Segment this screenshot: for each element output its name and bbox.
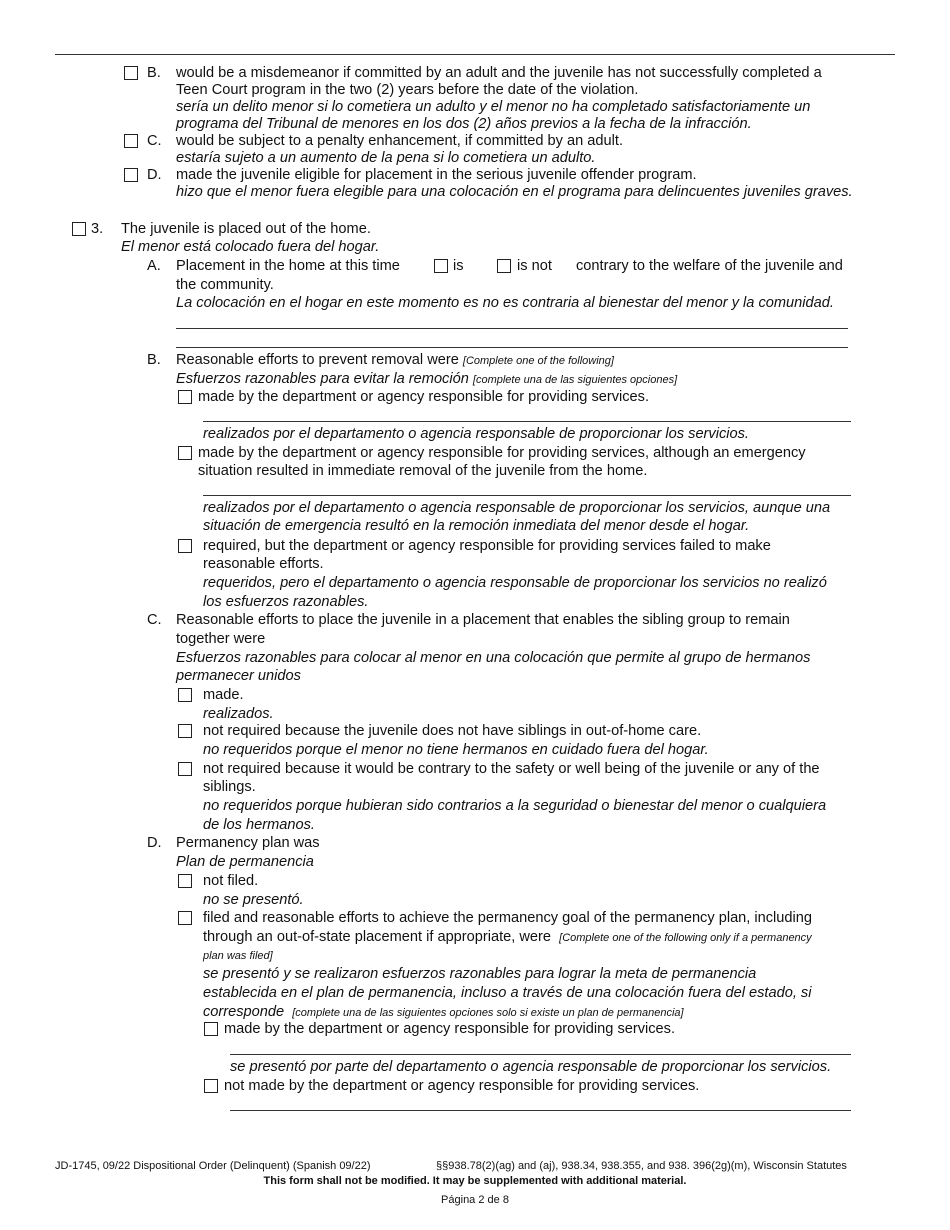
text-2b-en: would be a misdemeanor if committed by an adult and the juvenile has not successfully completed a [176,65,822,81]
checkbox-3d-1[interactable] [178,874,192,888]
text-3c-en: together were [176,631,266,647]
checkbox-2d[interactable] [124,168,138,182]
item-letter: B. [147,65,161,81]
checkbox-3c-1[interactable] [178,688,192,702]
instruction-note: plan was filed] [203,950,273,962]
text-3a-es: La colocación en el hogar en este momento es no es contraria al bienestar del menor y la comunidad. [176,295,834,311]
text-3d-2-en: filed and reasonable efforts to achieve the permanency goal of the permanency plan, including [203,910,813,926]
item-letter: B. [147,352,161,368]
text-3b-1-es: realizados por el departamento o agencia responsable de proporcionar los servicios. [203,426,749,442]
text-2d-en: made the juvenile eligible for placement in the serious juvenile offender program. [176,167,697,183]
text-3c-1-en: made. [203,687,244,703]
text-3d-2a-en: made by the department or agency responsible for providing services. [224,1021,676,1037]
fill-line[interactable] [230,1054,851,1055]
text-3b-es-main: Esfuerzos razonables para evitar la remoción [176,371,469,387]
text-3b-3-es: requeridos, pero el departamento o agencia responsable de proporcionar los servicios no realizó [203,575,827,591]
text-3-en: The juvenile is placed out of the home. [121,221,371,237]
text-3d-2b-en: not made by the department or agency responsible for providing services. [224,1078,700,1094]
checkbox-2c[interactable] [124,134,138,148]
checkbox-3d-2b[interactable] [204,1079,218,1093]
text-3d-2-en [203,928,812,947]
checkbox-3c-2[interactable] [178,724,192,738]
text-2c-es: estaría sujeto a un aumento de la pena si lo cometiera un adulto. [176,150,596,166]
text-3b-1-en: made by the department or agency responsible for providing services. [198,389,650,405]
item-letter: C. [147,133,162,149]
text-3d-2-es-main: corresponde [203,1004,285,1020]
checkbox-3d-2a[interactable] [204,1022,218,1036]
text-3d-2-es: establecida en el plan de permanencia, incluso a través de una colocación fuera del estado, si [203,985,812,1001]
checkbox-3b-2[interactable] [178,446,192,460]
text-3b-en [176,351,614,370]
text-3d-1-es: no se presentó. [203,892,304,908]
fill-line[interactable] [230,1110,851,1111]
checkbox-3b-3[interactable] [178,539,192,553]
top-rule [55,54,895,55]
instruction-note: [Complete one of the following only if a permanency [559,932,812,944]
text-3c-1-es: realizados. [203,706,274,722]
item-letter: D. [147,167,162,183]
text-2c-en: would be subject to a penalty enhancement, if committed by an adult. [176,133,623,149]
item-letter: D. [147,835,162,851]
text-3c-2-en: not required because the juvenile does not have siblings in out-of-home care. [203,723,702,739]
checkbox-3c-3[interactable] [178,762,192,776]
text-2b-es: sería un delito menor si lo cometiera un adulto y el menor no ha completado satisfactoriamente un [176,99,811,115]
item-letter: A. [147,258,161,274]
option-is-not-label: is not [517,258,552,274]
text-3c-3-en: siblings. [203,779,256,795]
instruction-note: [complete una de las siguientes opciones] [472,374,678,386]
page-number: Página 2 de 8 [441,1194,509,1206]
text-3b-2-en: made by the department or agency responsible for providing services, although an emergency [198,445,806,461]
text-2d-es: hizo que el menor fuera elegible para una colocación en el programa para delincuentes juveniles graves. [176,184,853,200]
fill-line[interactable] [176,347,848,348]
text-3c-3-en: not required because it would be contrary to the safety or well being of the juvenile or any of the [203,761,820,777]
text-3d-2-es: se presentó y se realizaron esfuerzos razonables para lograr la meta de permanencia [203,966,757,982]
item-number: 3. [91,221,104,237]
text-3b-2-es: situación de emergencia resultó en la remoción inmediata del menor desde el hogar. [203,518,750,534]
text-3d-1-en: not filed. [203,873,259,889]
text-3c-es: permanecer unidos [176,668,301,684]
text-2b-en: Teen Court program in the two (2) years before the date of the violation. [176,82,639,98]
text-3d-2a-es: se presentó por parte del departamento o agencia responsable de proporcionar los servicios. [230,1059,832,1075]
text-3b-3-es: los esfuerzos razonables. [203,594,369,610]
checkbox-3b-1[interactable] [178,390,192,404]
text-3b-2-en: situation resulted in immediate removal of the juvenile from the home. [198,463,648,479]
form-id: JD-1745, 09/22 Dispositional Order (Delinquent) (Spanish 09/22) [55,1160,371,1172]
text-3a-en: contrary to the welfare of the juvenile and [576,258,843,274]
text-3b-en-main: Reasonable efforts to prevent removal were [176,352,459,368]
footer-notice: This form shall not be modified. It may be supplemented with additional material. [263,1175,687,1187]
text-3c-2-es: no requeridos porque el menor no tiene hermanos en cuidado fuera del hogar. [203,742,709,758]
item-letter: C. [147,612,162,628]
instruction-note: [complete una de las siguientes opciones solo si existe un plan de permanencia] [292,1007,684,1019]
text-3c-3-es: de los hermanos. [203,817,315,833]
text-3b-3-en: reasonable efforts. [203,556,324,572]
text-3b-2-es: realizados por el departamento o agencia responsable de proporcionar los servicios, aunque una [203,500,831,516]
checkbox-3a-is-not[interactable] [497,259,511,273]
checkbox-3[interactable] [72,222,86,236]
text-3c-en: Reasonable efforts to place the juvenile in a placement that enables the sibling group to remain [176,612,790,628]
text-2b-es: programa del Tribunal de menores en los dos (2) años previos a la fecha de la infracción. [176,116,752,132]
checkbox-2b[interactable] [124,66,138,80]
text-3d-en: Permanency plan was [176,835,320,851]
text-3a-en: the community. [176,277,274,293]
statutes: §§938.78(2)(ag) and (aj), 938.34, 938.355, and 938. 396(2g)(m), Wisconsin Statutes [436,1160,847,1172]
text-3c-3-es: no requeridos porque hubieran sido contrarios a la seguridad o bienestar del menor o cualquiera [203,798,827,814]
text-3c-es: Esfuerzos razonables para colocar al menor en una colocación que permite al grupo de hermanos [176,650,811,666]
text-3b-es [176,370,677,389]
text-3-es: El menor está colocado fuera del hogar. [121,239,380,255]
checkbox-3d-2[interactable] [178,911,192,925]
fill-line[interactable] [203,421,851,422]
checkbox-3a-is[interactable] [434,259,448,273]
fill-line[interactable] [176,328,848,329]
instruction-note: [Complete one of the following] [462,355,614,367]
fill-line[interactable] [203,495,851,496]
text-3d-2-en-main: through an out-of-state placement if appropriate, were [203,929,552,945]
text-3d-es: Plan de permanencia [176,854,314,870]
option-is-label: is [453,258,464,274]
text-3a-en: Placement in the home at this time [176,258,400,274]
text-3b-3-en: required, but the department or agency responsible for providing services failed to make [203,538,771,554]
